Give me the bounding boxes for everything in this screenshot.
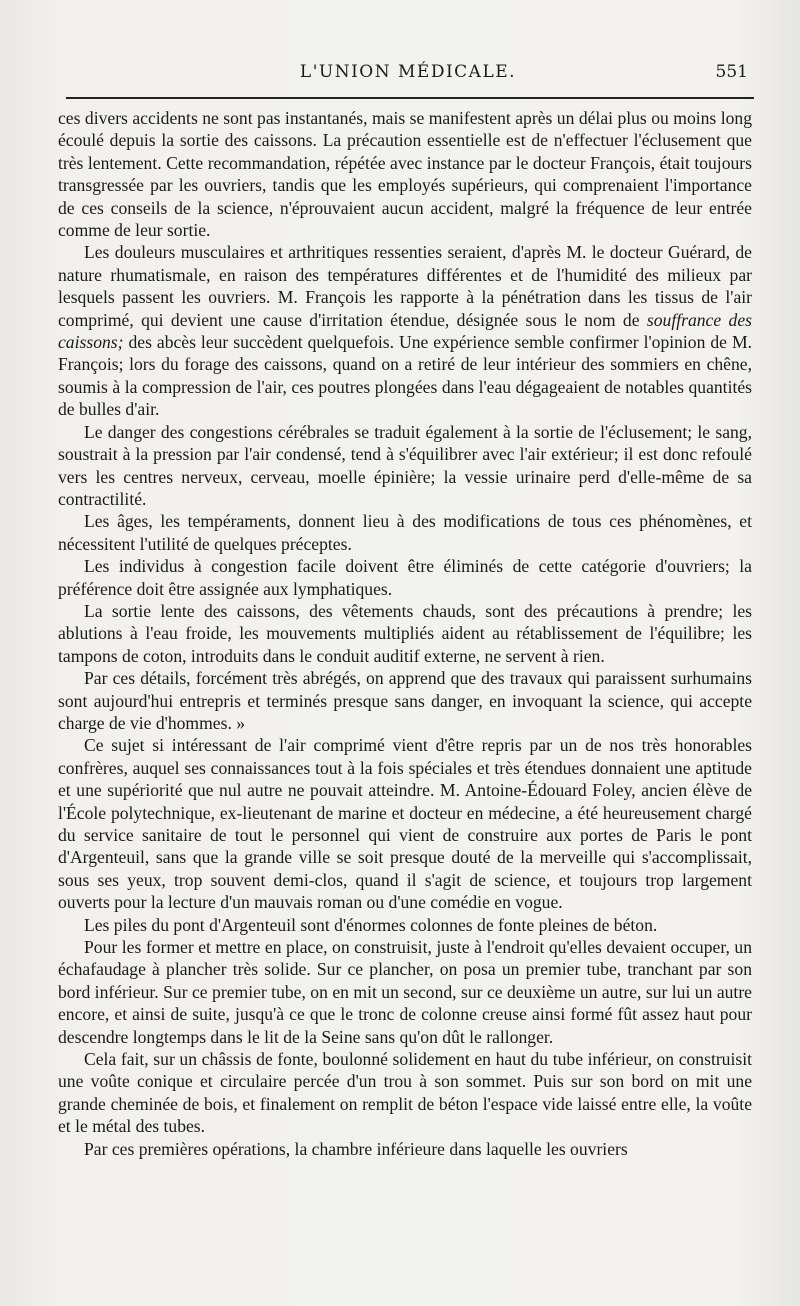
paragraph-text: Par ces détails, forcément très abrégés, on apprend que des travaux qui paraissent surhumains sont aujourd'hui entrepris et terminés presque sans danger, en invoquant la science, qui accepte charge de vie d'hommes. » — [58, 668, 752, 733]
page-header — [58, 58, 758, 92]
paragraph — [58, 600, 752, 667]
paragraph — [58, 555, 752, 600]
paragraph-text: des abcès leur succèdent quelquefois. Une expérience semble confirmer l'opinion de M. François; lors du forage des caissons, quand on a retiré de leur intérieur des sommiers en chêne, soumis à la compression de l'air, ces poutres plongées dans l'eau dégageaient de notables quantités de bulles d'air. — [58, 332, 752, 420]
paragraph-text: Les âges, les tempéraments, donnent lieu à des modifications de tous ces phénomènes, et nécessitent l'utilité de quelques préceptes. — [58, 511, 752, 554]
paragraph-text: Ce sujet si intéressant de l'air comprimé vient d'être repris par un de nos très honorables confrères, auquel ses connaissances tout à la fois spéciales et très étendues donnaient une aptitude et une supériorité que nul autre ne pouvait atteindre. M. Antoine-Édouard Foley, ancien élève de l'École polytechnique, ex-lieutenant de marine et docteur en médecine, a été heureusement chargé du service sanitaire de tout le personnel qui vient de construire aux portes de Paris le pont d'Argenteuil, sans que la grande ville se soit presque douté de la merveille qui s'accomplissait, sous ses yeux, trop souvent demi-clos, quand il s'agit de science, et toujours trop largement ouverts pour la lecture d'un mauvais roman ou d'une comédie en vogue. — [58, 735, 752, 913]
paragraph-text: Les individus à congestion facile doivent être éliminés de cette catégorie d'ouvriers; la préférence doit être assignée aux lymphatiques. — [58, 556, 752, 599]
body-text — [58, 107, 752, 1160]
paragraph-text: Par ces premières opérations, la chambre inférieure dans laquelle les ouvriers — [84, 1138, 628, 1159]
paragraph-text: Les piles du pont d'Argenteuil sont d'énormes colonnes de fonte pleines de béton. — [84, 914, 658, 935]
paragraph-text: Les douleurs musculaires et arthritiques ressenties seraient, d'après M. le docteur Guérard, de nature rhumatismale, en raison des températures différentes et de l'humidité des milieux par lesquels passent les ouvriers. M. François les rapporte à la pénétration dans les tissus de l'air comprimé, qui devient une cause d'irritation étendue, désignée sous le nom de — [58, 242, 752, 330]
paragraph — [58, 510, 752, 555]
paragraph-text: Le danger des congestions cérébrales se traduit également à la sortie de l'éclusement; le sang, soustrait à la pression par l'air condensé, tend à s'équilibrer avec l'air extérieur; il est donc refoulé vers les centres nerveux, cerveau, moelle épinière; la vessie urinaire perd d'elle-même de sa contractilité. — [58, 421, 752, 509]
paragraph — [58, 421, 752, 511]
paragraph — [58, 241, 752, 420]
paragraph-text: ces divers accidents ne sont pas instantanés, mais se manifestent après un délai plus ou moins long écoulé depuis la sortie des caissons. La précaution essentielle est de n'effectuer l'éclusement que très lentement. Cette recommandation, répétée avec instance par le docteur François, était toujours transgressée par les ouvriers, tandis que les employés supérieurs, qui comprenaient l'importance de ces conseils de la science, n'éprouvaient aucun accident, malgré la fréquence de leur entrée comme de leur sortie. — [58, 108, 752, 241]
page-number: 551 — [715, 62, 748, 82]
paragraph — [58, 667, 752, 734]
paragraph — [58, 914, 752, 936]
paragraph — [58, 107, 752, 241]
paragraph — [58, 734, 752, 913]
paragraph — [58, 1048, 752, 1138]
header-rule — [66, 97, 754, 99]
running-title: L'UNION MÉDICALE. — [299, 62, 517, 82]
paragraph-text: Cela fait, sur un châssis de fonte, boulonné solidement en haut du tube inférieur, on construisit une voûte conique et circulaire percée d'un trou à son sommet. Puis sur son bord on mit une grande cheminée de bois, et finalement on remplit de béton l'espace vide laissé entre elle, la voûte et le métal des tubes. — [58, 1049, 752, 1137]
paragraph — [58, 936, 752, 1048]
paragraph — [58, 1138, 752, 1160]
italic-text: souffrance des caissons; — [58, 309, 752, 353]
paragraph-text: Pour les former et mettre en place, on construisit, juste à l'endroit qu'elles devaient occuper, un échafaudage à plancher très solide. Sur ce plancher, on posa un premier tube, tranchant par son bord inférieur. Sur ce premier tube, on en mit un second, sur ce deuxième un autre, sur lui un autre encore, et ainsi de suite, jusqu'à ce que le tronc de colonne creuse ainsi formé fût assez haut pour descendre longtemps dans le lit de la Seine sans qu'on dût le rallonger. — [58, 937, 752, 1047]
paragraph-text: La sortie lente des caissons, des vêtements chauds, sont des précautions à prendre; les ablutions à l'eau froide, les mouvements multipliés aident au rétablissement de l'équilibre; les tampons de coton, introduits dans le conduit auditif externe, ne servent à rien. — [58, 600, 752, 666]
